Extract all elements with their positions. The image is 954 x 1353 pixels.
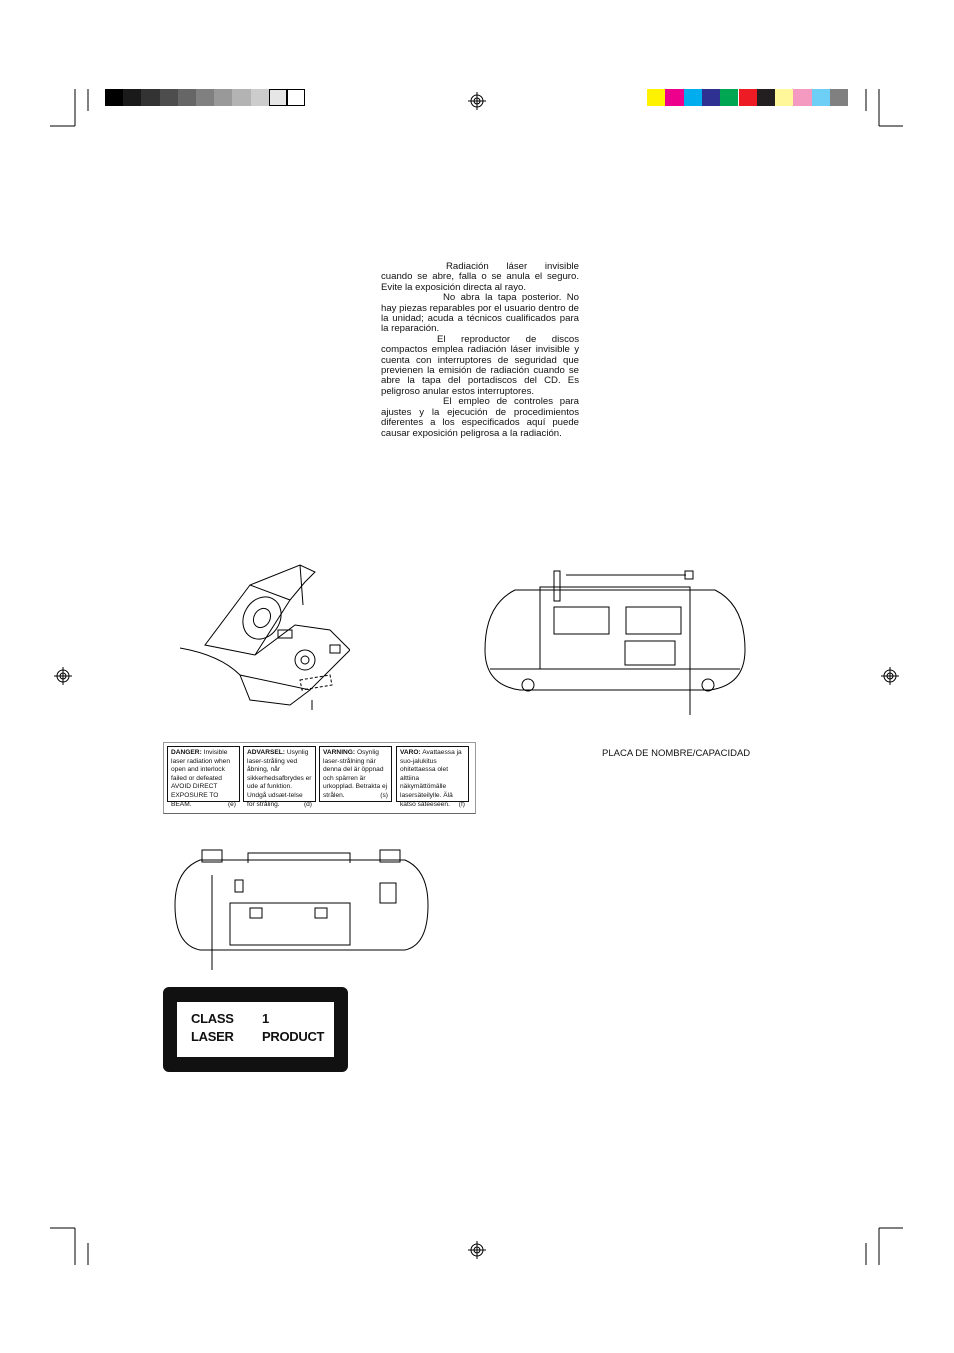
color-swatch <box>665 89 683 106</box>
laser-warning-label <box>396 746 469 808</box>
label-heading: VARO: <box>400 749 421 756</box>
warning-paragraph-3: El reproductor de discos compactos emplea radiación láser invisible y cuenta con interruptores de seguridad que previenen la emisión de radiación cuando se abre la tapa del portadiscos del CD. Es peligroso anular estos interruptores. <box>381 333 579 397</box>
gray-swatch <box>160 89 178 106</box>
gray-swatch <box>123 89 141 106</box>
color-swatch <box>793 89 811 106</box>
label-code: (e) <box>227 800 236 808</box>
gray-swatch <box>105 89 123 106</box>
radio-rear-illustration <box>170 845 435 970</box>
gray-swatch <box>141 89 159 106</box>
color-swatch <box>757 89 775 106</box>
color-swatch <box>830 89 848 106</box>
warning-paragraph-1: Radiación láser invisible cuando se abre, falla o se anula el seguro. Evite la exposición directa al rayo. <box>381 261 579 293</box>
class-word: CLASS <box>191 1011 234 1026</box>
color-swatch <box>647 89 665 106</box>
product-word: PRODUCT <box>262 1029 325 1044</box>
label-body: Invisible laser radiation when open and interlock failed or defeated AVOID DIRECT EXPOSURE TO BEAM. <box>171 749 231 808</box>
label-heading: VARNING: <box>323 749 356 756</box>
color-swatch <box>739 89 757 106</box>
gray-swatch <box>196 89 214 106</box>
color-swatch <box>775 89 793 106</box>
cd-compartment-illustration <box>180 560 350 710</box>
color-swatch <box>812 89 830 106</box>
laser-warning-label <box>319 746 392 802</box>
label-heading: DANGER: <box>171 749 202 756</box>
label-code: (f) <box>458 800 465 808</box>
gray-swatch <box>214 89 232 106</box>
class-1-laser-product-label <box>163 987 348 1072</box>
gray-swatch <box>232 89 250 106</box>
label-code: (s) <box>380 791 388 799</box>
label-code: (d) <box>303 800 312 808</box>
gray-swatch <box>269 89 287 106</box>
color-swatch <box>702 89 720 106</box>
warning-paragraph-2: No abra la tapa posterior. No hay piezas reparables por el usuario dentro de la unidad; acuda a técnicos cualificados para la reparación. <box>381 292 579 335</box>
label-body: Osynlig laser-strålning när denna del är öppnad och spärren är urkopplad. Betrakta ej strålen. <box>323 749 388 799</box>
gray-swatch <box>178 89 196 106</box>
warning-paragraph-4: El empleo de controles para ajustes y la ejecución de procedimientos diferentes a los especificados aquí puede causar exposición peligrosa a la radiación. <box>381 396 579 439</box>
laser-warning-label <box>167 746 240 808</box>
label-body: Avattaessa ja suo-jalukitus ohitettaessa olet alttiina näkymättömälle lasersäteilylle. Älä katso säteeseen. <box>400 749 462 808</box>
color-swatch <box>684 89 702 106</box>
class-number: 1 <box>262 1011 269 1026</box>
gray-swatch <box>251 89 269 106</box>
nameplate-caption: PLACA DE NOMBRE/CAPACIDAD <box>602 748 751 759</box>
radio-bottom-illustration <box>480 565 750 715</box>
laser-warning-label <box>243 746 316 808</box>
gray-swatch <box>287 89 305 106</box>
label-heading: ADVARSEL: <box>247 749 285 756</box>
class-label-inner <box>177 1002 334 1057</box>
label-body: Usynlig laser-stråling ved åbning, når sikkerhedsafbrydes er ude af funktion. Undgå udsæt-telse for stråling. <box>247 749 312 808</box>
laser-word: LASER <box>191 1029 234 1044</box>
color-swatch <box>720 89 738 106</box>
laser-warning-text <box>381 262 579 439</box>
